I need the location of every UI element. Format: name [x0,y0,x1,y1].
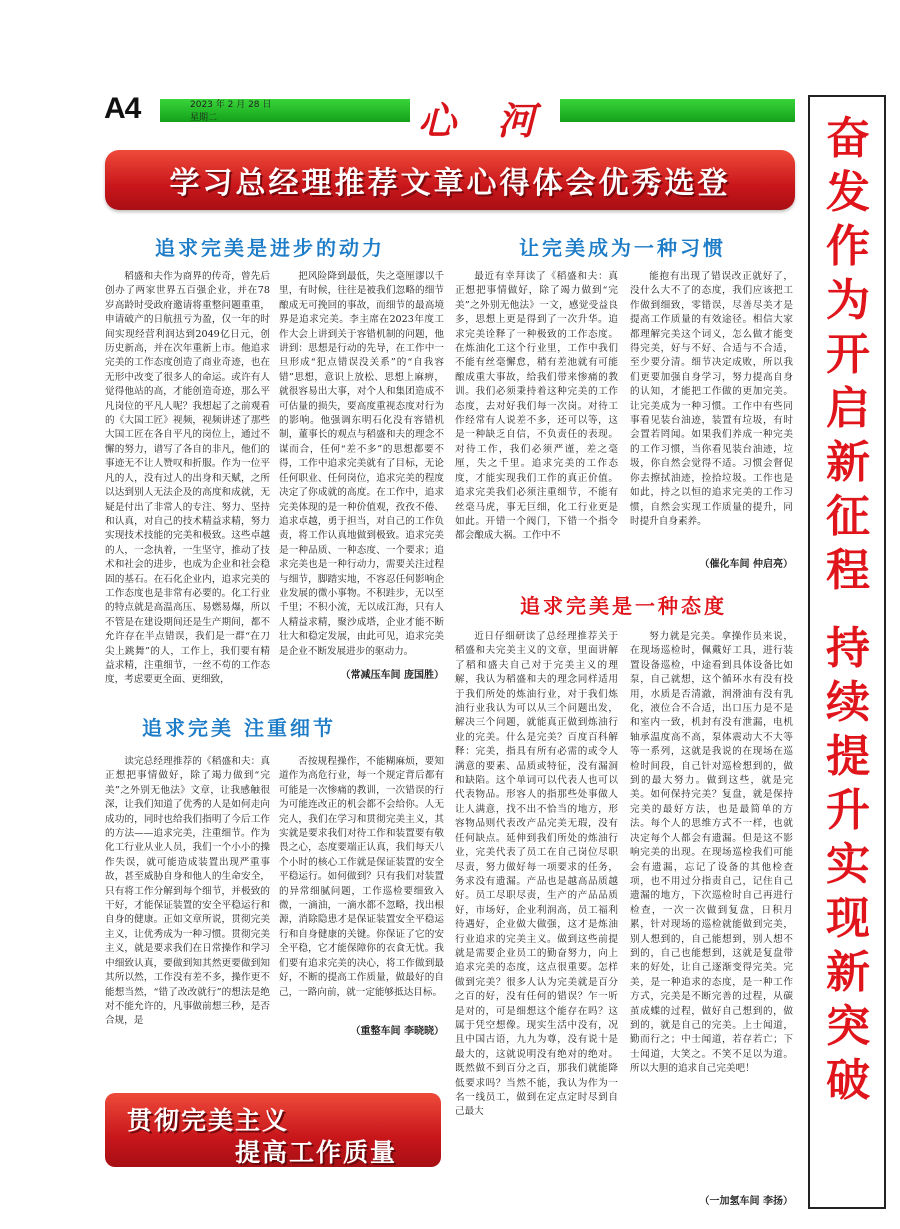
article-1-text-b: 把风险降到最低，失之毫厘谬以千里，有时候，往往是被我们忽略的细节酿成无可挽回的事故，而细节的最高境界是追求完美。李主席在2023年度工作大会上讲到关于容错机制的问题，他讲到：思想是行动的先导，在工作中一旦形成“犯点错误没关系”的“自我容错”思想，意识上放松、思想上麻痹，就很容易出大事，对个人和集团造成不可估量的损失，要高度重视态度对行为的影响。他强调东明石化没有容错机制，董事长的观点与稻盛和夫的理念不谋而合，任何“差不多”的思想都要不得，工作中追求完美就有了目标，无论任何职业、任何岗位，追求完美的程度决定了你成就的高度。在工作中，追求完美体现的是一种价值观，孜孜不倦、追求卓越，勇于担当，对自己的工作负责，将工作认真地做到极致。追求完美是一种品质、一种态度、一个要求；追求完美也是一种行动力，需要关注过程与细节，脚踏实地，不容忍任何影响企业发展的微小事物。不积跬步，无以至千里；不积小流，无以成江海，只有人人精益求精，聚沙成塔，企业才能不断壮大和稳定发展，由此可见，追求完美是企业不断发展进步的驱动力。 [279,271,444,657]
article-1-column-2 [279,270,444,670]
article-title-3: 追求完美 注重细节 [142,716,336,740]
page-number: A4 [104,92,141,125]
article-1-text-a: 稻盛和夫作为商界的传奇，曾先后创办了两家世界五百强企业，并在78岁高龄时受政府邀请将重整问题重重，申请破产的日航扭亏为盈，仅一年的时间实现经营利润达到2049亿日元，创历史新高，并在次年重新上市。他追求完美的工作态度创造了商业奇迹，也在无形中改变了很多人的命运。或许有人觉得他站的高，才能创造奇迹，那么平凡岗位的平凡人呢？我想起了之前观看的《大国工匠》视频，视频讲述了那些大国工匠在各自平凡的岗位上，通过不懈的努力，谱写了各自的非凡，他们的事迹无不让人赞叹和折服。作为一位平凡的人，没有过人的出身和天赋，之所以达到别人无法企及的高度和成就，无疑是付出了非常人的专注、努力、坚持和认真，对自己的技术精益求精，努力实现技术技能的完美和极致。这些卓越的人，一念执着，一生坚守，推动了技术和社会的进步，也成为企业和社会稳固的基石。在石化企业内，追求完美的工作态度也是非常有必要的。化工行业的特点就是高温高压、易燃易爆，所以不管是在建设期间还是生产期间，都不允许存在半点错误，我们是一群“在刀尖上跳舞”的人，工作上，我们要有精益求精，注重细节，一丝不苟的工作态度，考虑要更全面、更细致， [105,271,270,686]
article-3-column-2 [279,755,444,1015]
issue-weekday: 星期二 [190,113,218,123]
page-banner [105,150,795,210]
article-4-text-a: 近日仔细研读了总经理推荐关于稻盛和夫完美主义的文章，里面讲解了稻和盛夫自己对于完美主义的理解，我认为稻盛和夫的理念同样适用于我们所处的炼油行业，对于我们炼油行业我认为可以从三个问题出发，解决三个问题，就能真正做到炼油行业的完美。什么是完美？百度百科解释：完美，指具有所有必需的或令人满意的要素、品质或特征，没有漏洞和缺陷。这个单词可以代表人也可以代表物品。形容人的指那些处事做人让人满意，找不出不恰当的地方，形容物品则代表改产品完美无瑕，没有任何缺点。延伸到我们所处的炼油行业，完美代表了员工在自己岗位尽职尽责，努力做好每一项要求的任务，务求没有遗漏。产品也是越高品质越好。员工尽职尽责，生产的产品品质好，市场好，企业利润高，员工福利待遇好，企业做大做强，这才是炼油行业追求的完美主义。做到这些前提就是需要企业员工的勤奋努力，向上追求完美的态度，这点很重要。怎样做到完美？很多人认为完美就是百分之百的好，没有任何的错误？乍一听是对的，可是细想这个能存在吗？这属于凭空想像。现实生活中没有，况且中国古语，九九为尊，没有说十是最大的，这就说明没有绝对的绝对。既然做不到百分之百，那我们就能降低要求吗？当然不能，我认为作为一名一线员工，做到在定点定时尽到自己最大 [455,631,618,1118]
masthead-date-block [190,99,271,125]
banner-title: 学习总经理推荐文章心得体会优秀选登 [169,166,731,201]
article-4-text-b: 努力就是完美。拿操作员来说，在现场巡检时，佩戴好工具，进行装置设备巡检，中途看到具体设备比如泵，自己就想，这个循环水有没有投用，水质是否清澈，润滑油有没有乳化，液位合不合适，出口压力是不是和室内一致，机封有没有泄漏，电机轴承温度高不高，泵体震动大不大等等一系列，这就是我说的在现场在巡检时间段，自己针对巡检想到的，做到的最大努力。做到这些，就是完美。如何保持完美？复盘，就是保持完美的最好方法，也是最简单的方法。每个人的思维方式不一样，也就决定每个人都会有遗漏。但是这不影响完美的出现。在现场巡检我们可能会有遗漏，忘记了设备的其他检查项，也不用过分指责自己，记住自己遗漏的地方，下次巡检时自己再进行检查，一次一次做到复盘，日积月累，针对现场的巡检就能做到完美，别人想到的，自己能想到，别人想不到的，自己也能想到，这就是复盘带来的好处，让自己逐渐变得完美。完美，是一种追求的态度，是一种工作方式，完美是不断完善的过程，从碳茧成蝶的过程，做好自己想到的，做到的，就是自己的完美。上士闻道，勤而行之；中士闻道，若存若亡；下士闻道，大笑之。不笑不足以为道。所以大胆的追求自己完美吧！ [630,631,793,1075]
article-title-4: 追求完美是一种态度 [520,594,727,618]
article-title-1: 追求完美是进步的动力 [155,236,385,260]
bottom-banner-line-2: 提高工作质量 [235,1138,398,1167]
article-4-byline: （一加氢车间 李扬） [699,1196,793,1207]
article-3-byline: （重整车间 李晓晓） [350,1026,444,1037]
bottom-banner-line-1: 贯彻完美主义 [127,1106,290,1135]
bottom-banner [105,1093,441,1167]
article-2-column-1 [455,270,618,570]
article-1-column-1 [105,270,270,756]
article-1-byline: （常减压车间 庞国胜） [340,670,444,681]
issue-date: 2023 年 2 月 28 日 [190,100,272,110]
article-3-text-a: 读完总经理推荐的《稻盛和夫：真正想把事情做好，除了竭力做到“完美”之外别无他法》文章，让我感触很深，让我们知道了优秀的人是如何走向成功的，同时也给我们指明了今后工作的方法——追求完美，注重细节。作为化工行业从业人员，我们一个小小的操作失误，就可能造成装置出现严重事故，甚至威胁自身和他人的生命安全，只有将工作分解到每个细节，并极致的干好，才能保证装置的安全平稳运行和自身的健康。正如文章所说，贯彻完美主义，让优秀成为一种习惯。贯彻完美主义，就是要求我们在日常操作和学习中细致认真，要做到知其然更要做到知其所以然，工作没有差不多，操作更不能想当然，“错了改改就行”的想法是绝对不能允许的，凡事做前想三秒，是否合规，是 [105,756,270,1027]
article-2-text-b: 能抱有出现了错误改正就好了，没什么大不了的态度，我们应该把工作做到细致，零错误，尽善尽美才是提高工作质量的有效途径。相信大家都理解完美这个词义，怎么做才能变得完美，好与不好、合适与不合适，至少要分清。细节决定成败，所以我们更要加强自身学习，努力提高自身的认知，才能把工作做的更加完美。让完美成为一种习惯。工作中有些同事看见装台油迹，装置有垃圾，有时会置若罔闻。如果我们养成一种完美的工作习惯，当你看见装台油迹，垃圾，你自然会觉得不适。习惯会督促你去擦拭油迹，捡拾垃圾。工作也是如此，持之以恒的追求完美的工作习惯，自然会实现工作质量的提升，同时提升自身素养。 [630,271,793,527]
article-4-column-2 [630,630,793,1185]
article-2-column-2 [630,270,793,552]
article-2-text-a: 最近有幸拜读了《稻盛和夫：真正想把事情做好，除了竭力做到“完美”之外别无他法》一文，感觉受益良多，思想上更是得到了一次升华。追求完美诠释了一种极致的工作态度。在炼油化工这个行业里，工作中我们不能有丝毫懈怠，稍有差池就有可能酿成重大事故，给我们带来惨痛的教训。我们必须秉持着这种完美的工作态度，去对好我们每一次岗。对待工作经常有人说差不多，还可以等，这是一种缺乏自信，不负责任的表现。对待工作，我们必须严谨，差之毫厘，失之千里。追求完美的工作态度，才能实现我们工作的真正价值。追求完美我们必须注重细节，不能有丝毫马虎，事无巨细，化工行业更是如此。开错一个阀门，下错一个指令都会酿成大祸。工作中不 [455,271,618,542]
slogan-line-2: 持续提升实现新突破 [826,623,870,1106]
article-4-column-1 [455,630,618,1204]
article-title-2: 让完美成为一种习惯 [519,236,726,260]
article-2-byline: （催化车间 仲启亮） [699,559,793,570]
article-3-column-1 [105,755,270,1081]
article-3-text-b: 否按规程操作，不能糊麻烦，要知道作为高危行业，每一个规定背后都有可能是一次惨痛的教训，一次错误的行为可能连改正的机会都不会给你。人无完人，我们在学习和贯彻完美主义，其实就是要求我们对待工作和装置要有敬畏之心，态度要端正认真，我们每天八个小时的核心工作就是保证装置的安全平稳运行。如何做到？只有我们对装置的异常细腻问题，工作巡检要细致入微，一滴油，一滴水都不忽略，找出根源，消除隐患才是保证装置安全平稳运行和自身健康的关键。你保证了它的安全平稳，它才能保障你的衣食无忧。我们要有追求完美的决心，将工作做到最好，不断的提高工作质量，做最好的自己，一路向前，就一定能够抵达目标。 [279,756,444,998]
section-title: 心 河 [418,98,550,143]
slogan-line-1: 奋发作为开启新征程 [826,113,870,596]
